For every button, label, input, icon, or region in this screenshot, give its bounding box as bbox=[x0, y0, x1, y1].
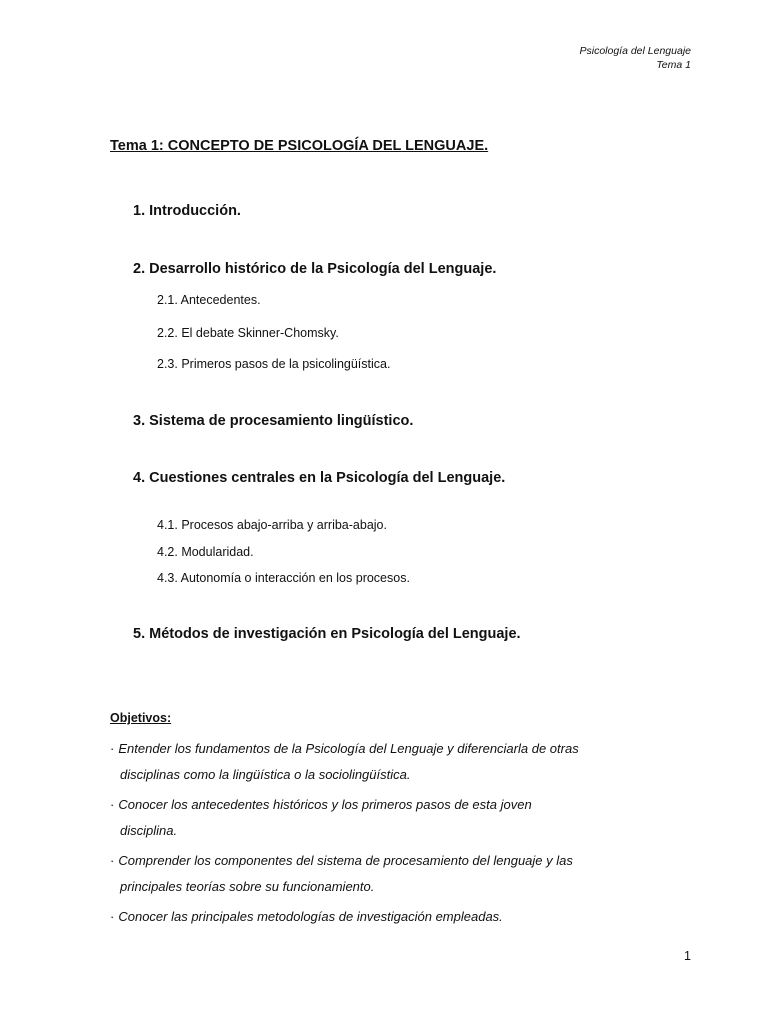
section-2: 2. Desarrollo histórico de la Psicología del Lenguaje. bbox=[133, 261, 497, 277]
subsection-4-3: 4.3. Autonomía o interacción en los procesos. bbox=[157, 571, 410, 585]
bullet-mark: · bbox=[110, 909, 115, 924]
header-topic: Tema 1 bbox=[656, 59, 691, 71]
bullet-mark: · bbox=[110, 853, 115, 868]
subsection-4-1: 4.1. Procesos abajo-arriba y arriba-abajo. bbox=[157, 518, 387, 532]
subsection-2-3: 2.3. Primeros pasos de la psicolingüística. bbox=[157, 357, 391, 371]
section-5: 5. Métodos de investigación en Psicología del Lenguaje. bbox=[133, 626, 521, 642]
objective-item bbox=[110, 904, 621, 930]
subsection-4-2: 4.2. Modularidad. bbox=[157, 545, 254, 559]
objective-text-line2: disciplinas como la lingüística o la sociolingüística. bbox=[120, 767, 411, 782]
bullet-mark: · bbox=[110, 797, 115, 812]
subsection-2-1: 2.1. Antecedentes. bbox=[157, 293, 261, 307]
objective-item bbox=[110, 736, 621, 788]
header-subject: Psicología del Lenguaje bbox=[579, 45, 691, 57]
objectives-heading: Objetivos: bbox=[110, 711, 172, 725]
objective-text-line2: disciplina. bbox=[120, 823, 178, 838]
section-1: 1. Introducción. bbox=[133, 203, 241, 219]
document-title: Tema 1: CONCEPTO DE PSICOLOGÍA DEL LENGUAJE. bbox=[110, 138, 489, 154]
objective-text-line1: Comprender los componentes del sistema de procesamiento del lenguaje y las bbox=[118, 853, 573, 868]
section-4: 4. Cuestiones centrales en la Psicología del Lenguaje. bbox=[133, 470, 506, 486]
section-3: 3. Sistema de procesamiento lingüístico. bbox=[133, 413, 414, 429]
running-header bbox=[579, 44, 691, 72]
page-number: 1 bbox=[684, 949, 691, 963]
objective-text-line1: Conocer los antecedentes históricos y los primeros pasos de esta joven bbox=[118, 797, 532, 812]
subsection-2-2: 2.2. El debate Skinner-Chomsky. bbox=[157, 326, 339, 340]
bullet-mark: · bbox=[110, 741, 115, 756]
objective-text-line2: principales teorías sobre su funcionamiento. bbox=[120, 879, 375, 894]
objective-item bbox=[110, 792, 621, 844]
objective-text-line1: Conocer las principales metodologías de investigación empleadas. bbox=[118, 909, 503, 924]
objective-text-line1: Entender los fundamentos de la Psicología del Lenguaje y diferenciarla de otras bbox=[118, 741, 579, 756]
objective-item bbox=[110, 848, 621, 900]
